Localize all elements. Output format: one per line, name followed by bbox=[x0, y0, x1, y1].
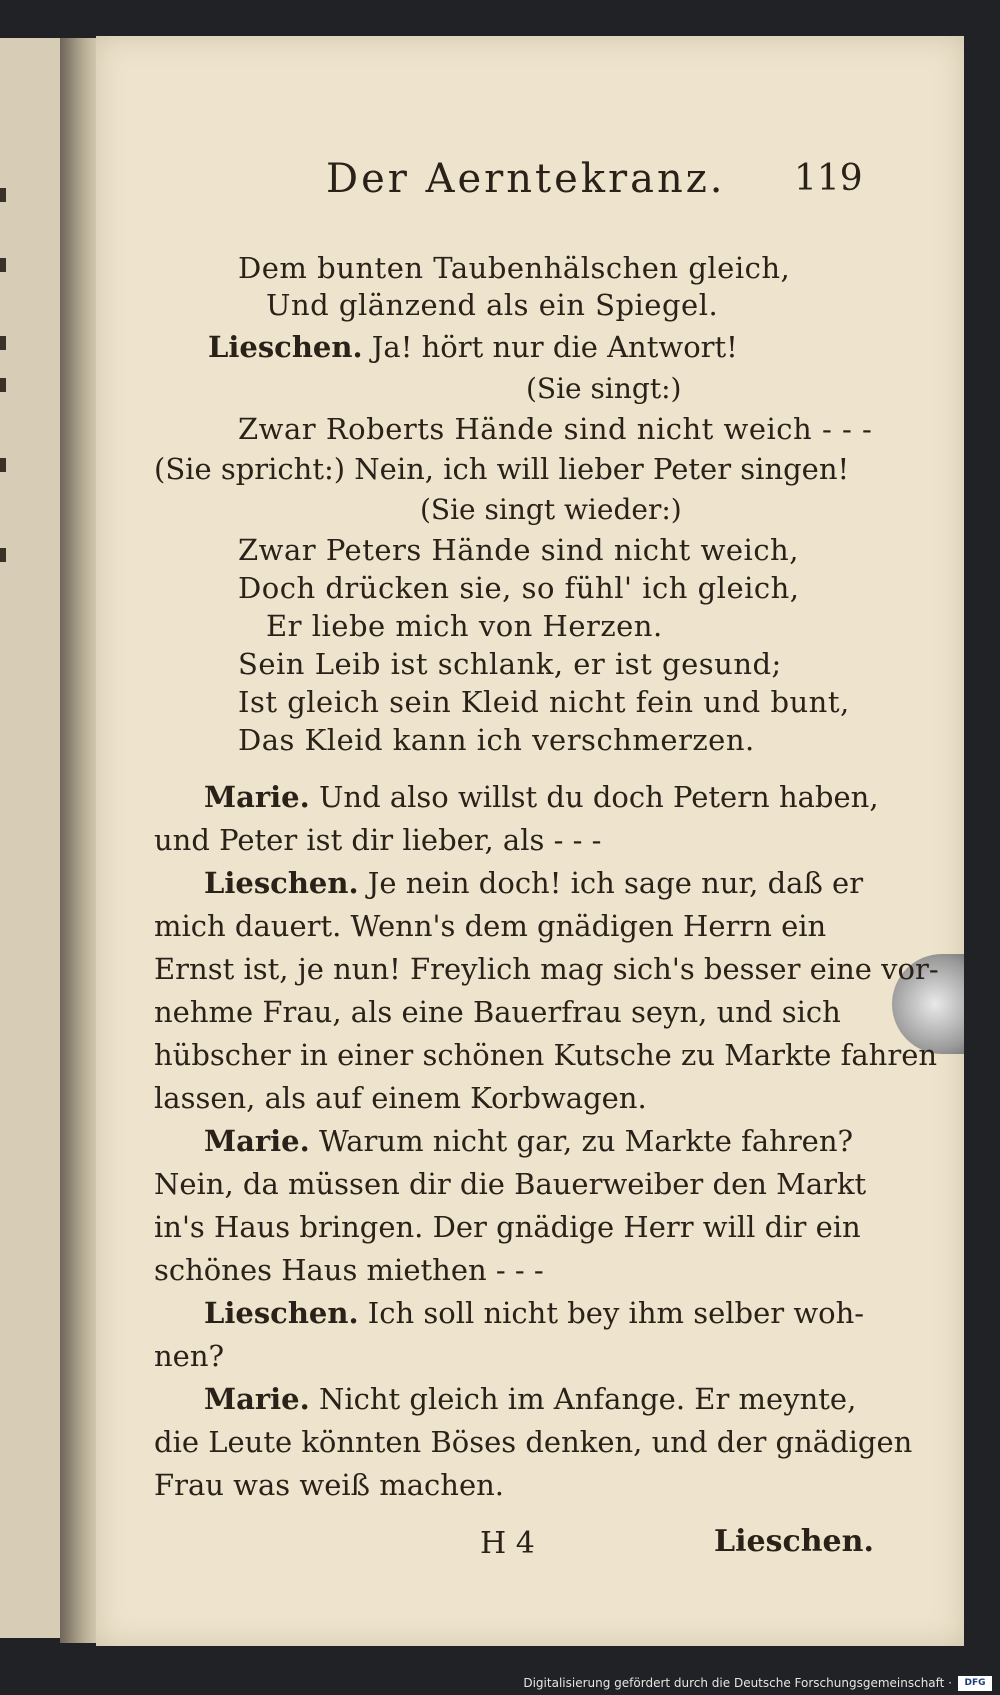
speech-text: Warum nicht gar, zu Markte fahren? bbox=[318, 1124, 854, 1158]
signature-mark: H 4 bbox=[480, 1526, 535, 1561]
speaker-name: Marie. bbox=[204, 780, 310, 814]
speaker-name: Marie. bbox=[204, 1382, 310, 1416]
text-line bbox=[208, 330, 738, 364]
speech-text: Ja! hört nur die Antwort! bbox=[371, 330, 738, 364]
text-line bbox=[204, 780, 879, 814]
text-line: Und glänzend als ein Spiegel. bbox=[266, 288, 719, 322]
speaker-name: Lieschen. bbox=[204, 866, 359, 900]
speech-text: Je nein doch! ich sage nur, daß er bbox=[367, 866, 864, 900]
facing-page-edge bbox=[0, 38, 62, 1638]
running-head-title: Der Aerntekranz. bbox=[326, 156, 726, 202]
text-line: Zwar Roberts Hände sind nicht weich - - - bbox=[238, 412, 873, 446]
speaker-name: Marie. bbox=[204, 1124, 310, 1158]
speaker-name: Lieschen. bbox=[208, 330, 363, 364]
text-line: nehme Frau, als eine Bauerfrau seyn, und sich bbox=[154, 995, 841, 1029]
text-line: Das Kleid kann ich verschmerzen. bbox=[238, 723, 755, 757]
text-line: Nein, da müssen dir die Bauerweiber den Markt bbox=[154, 1167, 867, 1201]
text-line bbox=[204, 866, 863, 900]
margin-mark bbox=[0, 258, 6, 272]
margin-mark bbox=[0, 458, 6, 472]
text-line: die Leute könnten Böses denken, und der gnädigen bbox=[154, 1425, 913, 1459]
digitization-credit: Digitalisierung gefördert durch die Deutsche Forschungsgemeinschaft · bbox=[0, 1671, 1000, 1695]
page-number: 119 bbox=[794, 158, 863, 199]
text-line bbox=[204, 1382, 856, 1416]
speech-text: Und also willst du doch Petern haben, bbox=[318, 780, 879, 814]
text-line: (Sie spricht:) Nein, ich will lieber Peter singen! bbox=[154, 452, 850, 486]
text-line: lassen, als auf einem Korbwagen. bbox=[154, 1081, 647, 1115]
text-line: und Peter ist dir lieber, als - - - bbox=[154, 823, 602, 857]
text-line: Er liebe mich von Herzen. bbox=[266, 609, 663, 643]
text-line bbox=[204, 1124, 853, 1158]
text-line: Ernst ist, je nun! Freylich mag sich's besser eine vor- bbox=[154, 952, 939, 986]
dfg-logo: DFG bbox=[958, 1676, 992, 1691]
text-line: Sein Leib ist schlank, er ist gesund; bbox=[238, 647, 782, 681]
speaker-name: Lieschen. bbox=[204, 1296, 359, 1330]
text-line: Frau was weiß machen. bbox=[154, 1468, 504, 1502]
speech-text: Ich soll nicht bey ihm selber woh- bbox=[367, 1296, 865, 1330]
text-line: mich dauert. Wenn's dem gnädigen Herrn ein bbox=[154, 909, 827, 943]
text-line: Dem bunten Taubenhälschen gleich, bbox=[238, 251, 791, 285]
text-line: schönes Haus miethen - - - bbox=[154, 1253, 544, 1287]
stage-direction: (Sie singt:) bbox=[526, 372, 682, 405]
book-gutter bbox=[60, 38, 100, 1643]
stage-direction: (Sie singt wieder:) bbox=[420, 493, 682, 526]
text-line: in's Haus bringen. Der gnädige Herr will dir ein bbox=[154, 1210, 861, 1244]
margin-mark bbox=[0, 378, 6, 392]
text-line: Zwar Peters Hände sind nicht weich, bbox=[238, 533, 799, 567]
text-line: hübscher in einer schönen Kutsche zu Markte fahren bbox=[154, 1038, 938, 1072]
book-page bbox=[96, 36, 964, 1646]
catchword: Lieschen. bbox=[714, 1524, 874, 1559]
text-line: Doch drücken sie, so fühl' ich gleich, bbox=[238, 571, 800, 605]
text-line bbox=[204, 1296, 864, 1330]
margin-mark bbox=[0, 336, 6, 350]
margin-mark bbox=[0, 548, 6, 562]
text-line: Ist gleich sein Kleid nicht fein und bunt, bbox=[238, 685, 850, 719]
speech-text: Nicht gleich im Anfange. Er meynte, bbox=[318, 1382, 857, 1416]
margin-mark bbox=[0, 188, 6, 202]
text-line: nen? bbox=[154, 1339, 225, 1373]
